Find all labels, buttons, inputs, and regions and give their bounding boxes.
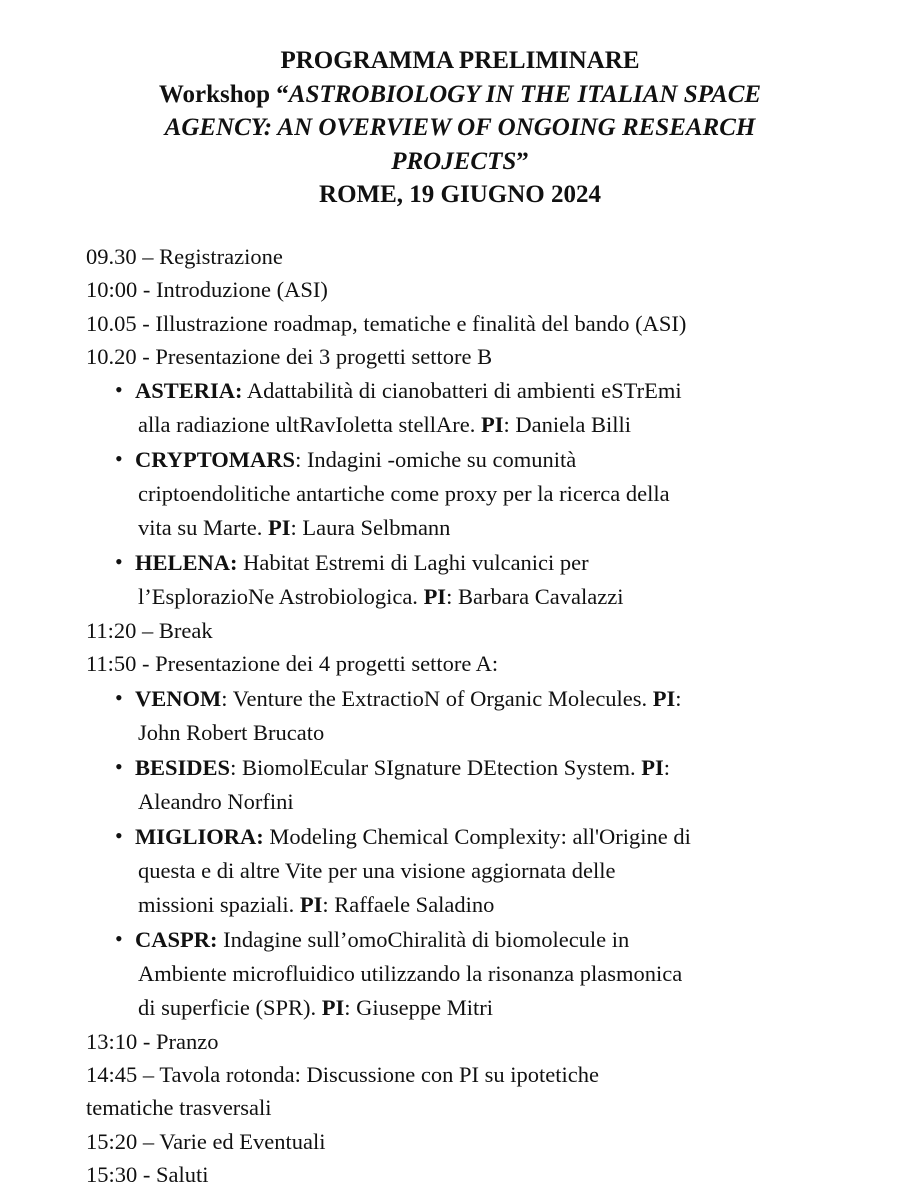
schedule-item-continuation: tematiche trasversali [86, 1095, 272, 1121]
project-caspr: • CASPR: Indagine sull’omoChiralità di biomolecule in Ambiente microfluidico utilizzando la risonanza plasmonica di superficie (SPR). PI: Giuseppe Mitri [86, 922, 886, 1025]
pi-name: Barbara Cavalazzi [457, 584, 624, 610]
project-name: HELENA: [135, 550, 238, 576]
project-cryptomars: • CRYPTOMARS: Indagini -omiche su comunità criptoendolitiche antartiche come proxy per la ricerca della vita su Marte. PI: Laura Selbmann [86, 442, 886, 545]
pi-name: Aleandro Norfini [138, 788, 294, 814]
pi-name: Daniela Billi [515, 412, 631, 438]
schedule-item: 10:00 - Introduzione (ASI) [86, 277, 328, 303]
schedule-item: 15:20 – Varie ed Eventuali [86, 1128, 326, 1154]
project-migliora: • MIGLIORA: Modeling Chemical Complexity: all'Origine di questa e di altre Vite per una visione aggiornata delle missioni spaziali. PI: Raffaele Saladino [86, 819, 886, 922]
bullet-icon: • [115, 377, 123, 403]
pi-label: PI [267, 515, 291, 541]
pi-label: PI [641, 754, 664, 780]
schedule-item: 10.20 - Presentazione dei 3 progetti settore B [86, 343, 493, 369]
schedule-item: 14:45 – Tavola rotonda: Discussione con PI su ipotetiche [86, 1062, 599, 1088]
bullet-icon: • [115, 549, 123, 575]
project-name: CRYPTOMARS [135, 447, 296, 473]
workshop-title-line-1: Workshop “ASTROBIOLOGY IN THE ITALIAN SPACE [158, 80, 762, 108]
schedule-item: 15:30 - Saluti [86, 1161, 209, 1187]
project-besides: • BESIDES: BiomolEcular SIgnature DEtection System. PI: Aleandro Norfini [86, 750, 886, 819]
project-venom: • VENOM: Venture the ExtractioN of Organic Molecules. PI: John Robert Brucato [86, 681, 886, 750]
project-asteria: • ASTERIA: Adattabilità di cianobatteri di ambienti eSTrEmi alla radiazione ultRavIoletta stellAre. PI: Daniela Billi [86, 373, 886, 442]
bullet-icon: • [115, 753, 123, 779]
project-name: CASPR: [135, 926, 218, 952]
event-place-date: ROME, 19 GIUGNO 2024 [319, 181, 601, 208]
pi-label: PI [652, 685, 676, 711]
schedule-item: 11:20 – Break [86, 618, 213, 644]
schedule-item: 13:10 - Pranzo [86, 1028, 219, 1054]
bullet-icon: • [115, 822, 123, 848]
pi-label: PI [423, 584, 447, 610]
schedule-item: 11:50 - Presentazione dei 4 progetti settore A: [86, 651, 499, 677]
bullet-icon: • [115, 446, 123, 472]
project-name: BESIDES [135, 754, 231, 780]
schedule-item: 09.30 – Registrazione [86, 244, 283, 269]
project-name: MIGLIORA: [135, 823, 264, 849]
document-header [60, 44, 860, 212]
bullet-icon: • [115, 684, 123, 710]
project-name: ASTERIA: [135, 378, 243, 404]
document-title: PROGRAMMA PRELIMINARE [280, 47, 640, 74]
workshop-title-line-2: AGENCY: AN OVERVIEW OF ONGOING RESEARCH [164, 114, 756, 141]
pi-name: Laura Selbmann [302, 515, 451, 541]
schedule-item: 10.05 - Illustrazione roadmap, tematiche e finalità del bando (ASI) [86, 310, 687, 336]
pi-name: Giuseppe Mitri [356, 994, 493, 1020]
pi-label: PI [321, 994, 345, 1020]
pi-label: PI [299, 891, 323, 917]
pi-label: PI [480, 412, 504, 438]
project-name: VENOM [135, 685, 222, 711]
project-helena: • HELENA: Habitat Estremi di Laghi vulcanici per l’EsplorazioNe Astrobiologica. PI: Barbara Cavalazzi [86, 545, 886, 614]
pi-name: John Robert Brucato [138, 719, 325, 745]
bullet-icon: • [115, 925, 123, 951]
workshop-title-line-3: PROJECTS” [391, 147, 529, 175]
program-schedule [86, 240, 886, 1191]
pi-name: Raffaele Saladino [334, 891, 495, 917]
